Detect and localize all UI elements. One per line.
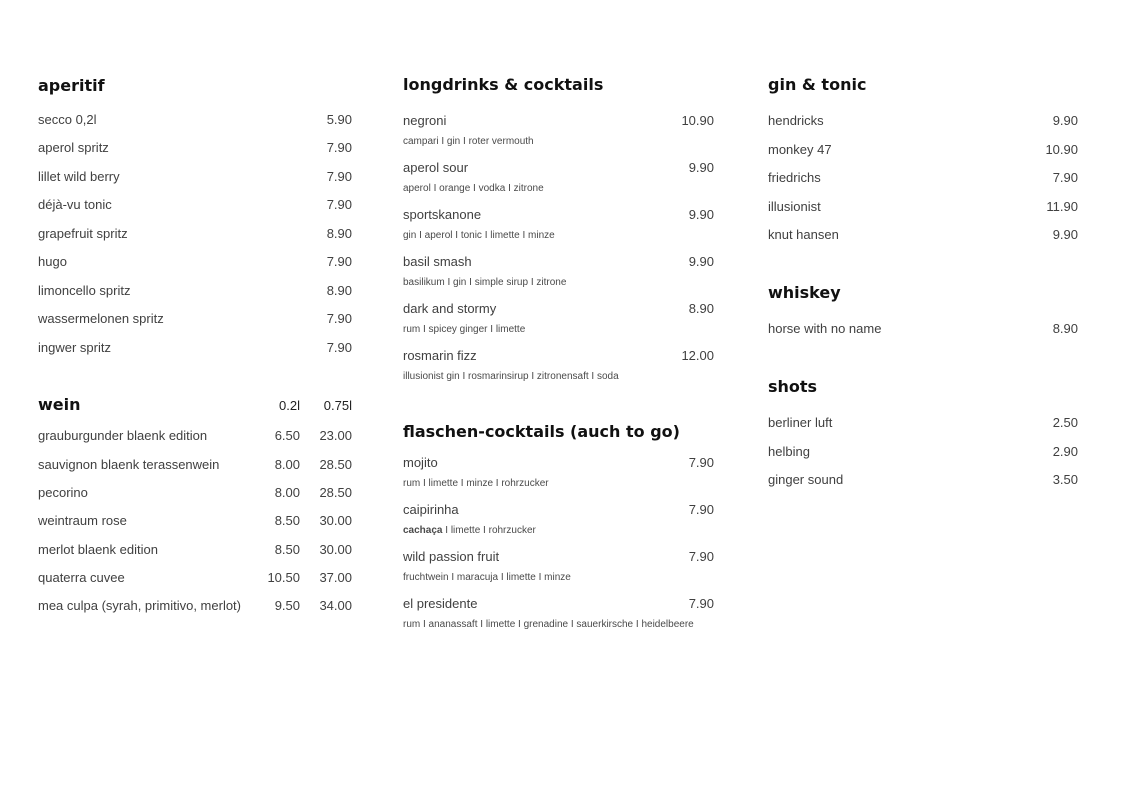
item-name: limoncello spritz xyxy=(38,283,131,298)
item-description: fruchtwein I maracuja I limette I minze xyxy=(403,572,571,583)
item-price: 3.50 xyxy=(1052,472,1078,487)
menu-item xyxy=(38,252,352,272)
item-description-bold: cachaça xyxy=(403,525,443,536)
item-name: mojito xyxy=(403,455,438,470)
item-price: 7.90 xyxy=(688,549,714,564)
item-description: illusionist gin I rosmarinsirup I zitronensaft I soda xyxy=(403,371,619,382)
menu-item xyxy=(403,500,714,520)
item-description: campari I gin I roter vermouth xyxy=(403,136,534,147)
menu-item xyxy=(38,195,352,215)
item-name: wassermelonen spritz xyxy=(38,311,164,326)
item-price-small: 10.50 xyxy=(267,570,300,585)
item-name: weintraum rose xyxy=(38,513,127,528)
item-price: 7.90 xyxy=(326,140,352,155)
item-description: basilikum I gin I simple sirup I zitrone xyxy=(403,277,567,288)
item-price: 7.90 xyxy=(326,169,352,184)
menu-item xyxy=(403,346,714,366)
item-description: rum I limette I minze I rohrzucker xyxy=(403,478,549,489)
menu-item xyxy=(38,483,352,503)
item-price: 7.90 xyxy=(326,340,352,355)
section-title-longdrinks: longdrinks & cocktails xyxy=(403,75,604,94)
menu-item xyxy=(768,470,1078,490)
item-name: pecorino xyxy=(38,485,88,500)
item-price: 8.90 xyxy=(326,283,352,298)
menu-item xyxy=(38,455,352,475)
menu-item xyxy=(768,442,1078,462)
menu-item xyxy=(768,168,1078,188)
section-title-aperitif: aperitif xyxy=(38,76,105,95)
item-name: el presidente xyxy=(403,596,478,611)
item-description: rum I ananassaft I limette I grenadine I sauerkirsche I heidelbeere xyxy=(403,619,694,630)
section-title-wein: wein xyxy=(38,395,81,414)
menu-item xyxy=(403,111,714,131)
item-name: ingwer spritz xyxy=(38,340,111,355)
section-title-shots: shots xyxy=(768,377,818,396)
item-price-large: 28.50 xyxy=(319,485,352,500)
item-name: basil smash xyxy=(403,254,472,269)
item-price: 5.90 xyxy=(326,112,352,127)
menu-item xyxy=(38,540,352,560)
menu-item xyxy=(38,596,352,616)
item-name: knut hansen xyxy=(768,227,839,242)
menu-item xyxy=(403,594,714,614)
item-price-large: 37.00 xyxy=(319,570,352,585)
section-title-flaschen: flaschen-cocktails (auch to go) xyxy=(403,422,680,441)
item-name: hendricks xyxy=(768,113,824,128)
item-name: aperol sour xyxy=(403,160,469,175)
menu-item xyxy=(768,225,1078,245)
item-price: 12.00 xyxy=(681,348,714,363)
menu-item xyxy=(403,547,714,567)
menu-item xyxy=(38,110,352,130)
item-name: rosmarin fizz xyxy=(403,348,477,363)
menu-item xyxy=(768,140,1078,160)
item-price: 7.90 xyxy=(688,455,714,470)
menu-item xyxy=(38,224,352,244)
item-price-small: 9.50 xyxy=(274,598,300,613)
item-name: mea culpa (syrah, primitivo, merlot) xyxy=(38,598,241,613)
item-price: 8.90 xyxy=(326,226,352,241)
item-price: 2.90 xyxy=(1052,444,1078,459)
item-price-small: 8.00 xyxy=(274,457,300,472)
menu-item xyxy=(38,511,352,531)
item-name: sauvignon blaenk terassenwein xyxy=(38,457,220,472)
item-price: 10.90 xyxy=(1045,142,1078,157)
item-name: negroni xyxy=(403,113,447,128)
menu-item xyxy=(768,111,1078,131)
menu-item xyxy=(768,197,1078,217)
item-price: 9.90 xyxy=(688,254,714,269)
section-title-gin-tonic: gin & tonic xyxy=(768,75,867,94)
item-price-large: 23.00 xyxy=(319,428,352,443)
item-name: dark and stormy xyxy=(403,301,497,316)
item-name: helbing xyxy=(768,444,810,459)
item-price-large: 30.00 xyxy=(319,542,352,557)
item-price: 10.90 xyxy=(681,113,714,128)
item-name: sportskanone xyxy=(403,207,482,222)
item-price: 7.90 xyxy=(326,197,352,212)
size-header-large: 0.75l xyxy=(323,398,352,413)
menu-item xyxy=(768,319,1078,339)
item-name: ginger sound xyxy=(768,472,844,487)
item-name: illusionist xyxy=(768,199,821,214)
menu-item xyxy=(403,158,714,178)
menu-item xyxy=(38,426,352,446)
item-name: berliner luft xyxy=(768,415,833,430)
item-price: 7.90 xyxy=(1052,170,1078,185)
item-name: aperol spritz xyxy=(38,140,109,155)
item-name: grapefruit spritz xyxy=(38,226,128,241)
section-title-whiskey: whiskey xyxy=(768,283,841,302)
item-name: monkey 47 xyxy=(768,142,832,157)
item-name: wild passion fruit xyxy=(403,549,500,564)
item-price: 8.90 xyxy=(688,301,714,316)
item-description-rest: I limette I rohrzucker xyxy=(442,525,536,536)
item-description xyxy=(403,524,536,538)
item-name: déjà-vu tonic xyxy=(38,197,112,212)
item-name: grauburgunder blaenk edition xyxy=(38,428,208,443)
item-price: 9.90 xyxy=(1052,227,1078,242)
item-price: 7.90 xyxy=(688,502,714,517)
item-price: 2.50 xyxy=(1052,415,1078,430)
menu-item xyxy=(403,299,714,319)
item-price-large: 28.50 xyxy=(319,457,352,472)
item-price: 9.90 xyxy=(688,160,714,175)
item-price: 7.90 xyxy=(688,596,714,611)
item-name: hugo xyxy=(38,254,67,269)
item-name: merlot blaenk edition xyxy=(38,542,158,557)
item-name: caipirinha xyxy=(403,502,459,517)
item-name: secco 0,2l xyxy=(38,112,97,127)
item-price: 7.90 xyxy=(326,311,352,326)
menu-item xyxy=(38,167,352,187)
menu-item xyxy=(403,252,714,272)
item-price: 7.90 xyxy=(326,254,352,269)
menu-item xyxy=(38,568,352,588)
item-name: quaterra cuvee xyxy=(38,570,125,585)
item-price-large: 34.00 xyxy=(319,598,352,613)
item-name: lillet wild berry xyxy=(38,169,120,184)
item-name: friedrichs xyxy=(768,170,821,185)
menu-item xyxy=(38,138,352,158)
item-price-small: 8.50 xyxy=(274,542,300,557)
item-price-small: 8.50 xyxy=(274,513,300,528)
item-price-large: 30.00 xyxy=(319,513,352,528)
size-header-small: 0.2l xyxy=(279,398,300,413)
item-price: 9.90 xyxy=(1052,113,1078,128)
item-price: 11.90 xyxy=(1046,199,1078,214)
item-price: 8.90 xyxy=(1052,321,1078,336)
item-price: 9.90 xyxy=(688,207,714,222)
menu-item xyxy=(38,338,352,358)
item-price-small: 6.50 xyxy=(274,428,300,443)
item-price-small: 8.00 xyxy=(274,485,300,500)
item-name: horse with no name xyxy=(768,321,882,336)
item-description: gin I aperol I tonic I limette I minze xyxy=(403,230,555,241)
menu-item xyxy=(38,309,352,329)
menu-item xyxy=(768,413,1078,433)
item-description: rum I spicey ginger I limette xyxy=(403,324,526,335)
menu-item xyxy=(403,205,714,225)
item-description: aperol I orange I vodka I zitrone xyxy=(403,183,544,194)
menu-item xyxy=(403,453,714,473)
menu-item xyxy=(38,281,352,301)
